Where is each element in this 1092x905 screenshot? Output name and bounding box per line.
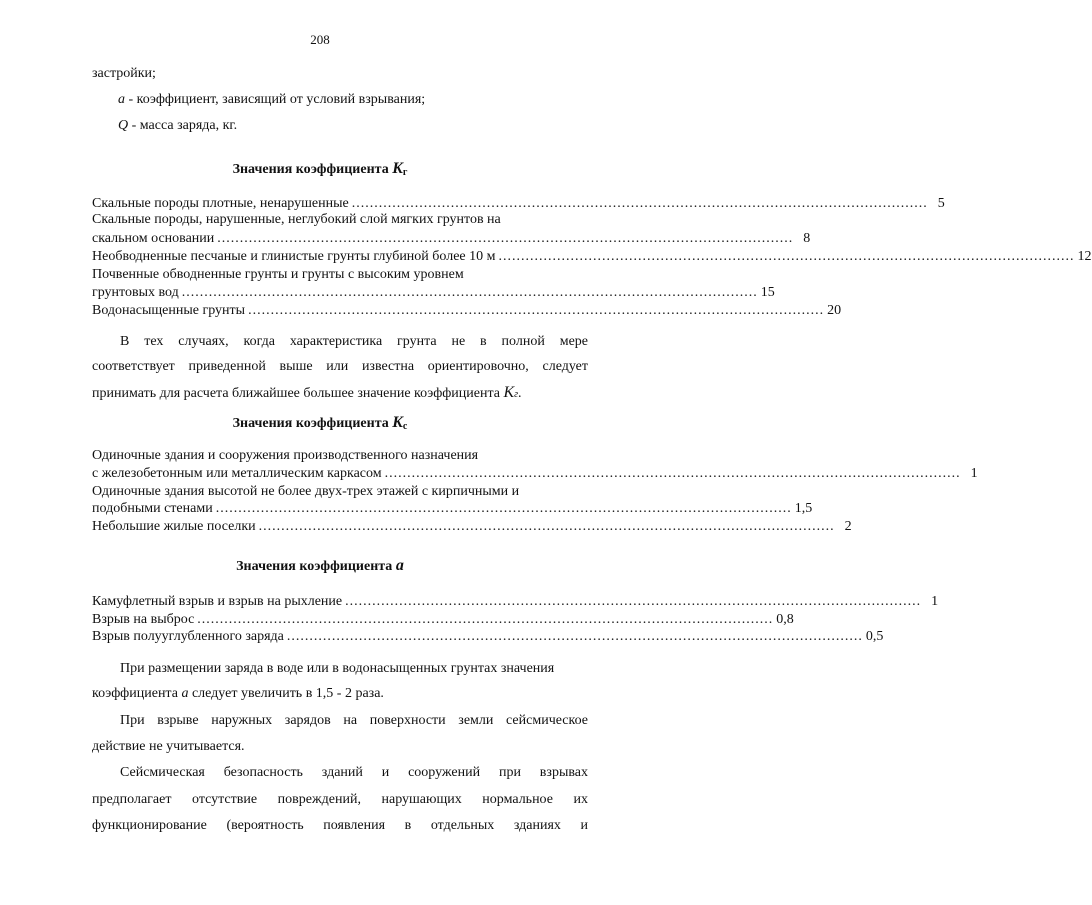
symbol-q: Q (118, 118, 129, 133)
table-row (92, 501, 813, 517)
heading-kc (0, 414, 640, 432)
heading-subscript: г (402, 167, 408, 178)
table-row (92, 629, 884, 645)
row-value: 15 (760, 285, 775, 300)
leader-dots: ................................................................................................................................ (258, 519, 835, 534)
paragraph-text: В тех случаях, когда характеристика грунта не в полной мере (120, 334, 588, 349)
heading-symbol: K (392, 160, 403, 177)
leader-dots: ................................................................................................................................ (248, 303, 825, 318)
paragraph-line (92, 686, 384, 702)
heading-a (0, 557, 640, 575)
row-value: 1 (970, 466, 978, 481)
leader-dots: ................................................................................................................................ (197, 612, 774, 627)
table-row: Почвенные обводненные грунты и грунты с высоким уровнем (92, 267, 464, 282)
paragraph-line (92, 334, 588, 350)
leader-dots: ................................................................................................................................ (498, 249, 1075, 264)
heading-kg (0, 160, 640, 178)
page-number: 208 (310, 32, 330, 47)
leader-dots: ................................................................................................................................ (351, 196, 928, 211)
table-row: Одиночные здания и сооружения производственного назначения (92, 448, 479, 463)
paragraph-line: предполагает отсутствие повреждений, нарушающих нормальное их (92, 792, 588, 807)
table-row (92, 594, 939, 610)
paragraph-text: . (518, 386, 522, 401)
leader-dots: ................................................................................................................................ (217, 231, 794, 246)
heading-text: Значения коэффициента (232, 162, 393, 177)
heading-text: Значения коэффициента (232, 416, 393, 431)
leader-dots: ................................................................................................................................ (215, 501, 792, 516)
row-value: 0,5 (865, 629, 884, 644)
table-row (92, 249, 1092, 265)
row-value: 5 (937, 196, 945, 211)
row-value: 0,8 (776, 612, 794, 627)
definition-a-text: - коэффициент, зависящий от условий взрывания; (125, 92, 426, 107)
paragraph-text: коэффициента (92, 686, 182, 701)
paragraph-line: Сейсмическая безопасность зданий и сооружений при взрывах (120, 765, 588, 780)
table-row (92, 466, 978, 482)
paragraph-line: При взрыве наружных зарядов на поверхности земли сейсмическое (120, 713, 588, 728)
table-row (92, 196, 945, 212)
leader-dots: ................................................................................................................................ (286, 629, 863, 644)
table-row (92, 519, 852, 535)
row-value: 1,5 (794, 501, 813, 516)
heading-text: Значения коэффициента (236, 559, 396, 574)
table-row (92, 231, 811, 247)
row-label: Взрыв полууглубленного заряда (92, 629, 284, 644)
row-value: 20 (827, 303, 842, 318)
paragraph-text: следует увеличить в 1,5 - 2 раза. (188, 686, 384, 701)
row-label: Камуфлетный взрыв и взрыв на рыхление (92, 594, 343, 609)
paragraph-line: соответствует приведенной выше или известна ориентировочно, следует (92, 359, 588, 374)
table-row: Скальные породы, нарушенные, неглубокий слой мягких грунтов на (92, 212, 501, 227)
table-row: Одиночные здания высотой не более двух-трех этажей с кирпичными и (92, 484, 520, 499)
symbol-a: a (118, 92, 125, 107)
symbol-subscript: г (514, 389, 519, 400)
leader-dots: ................................................................................................................................ (345, 594, 922, 609)
row-label: с железобетонным или металлическим каркасом (92, 466, 382, 481)
definition-a (118, 92, 425, 108)
paragraph-text: принимать для расчета ближайшее большее значение коэффициента (92, 386, 504, 401)
row-label: Взрыв на выброс (92, 612, 195, 627)
row-label: Водонасыщенные грунты (92, 303, 246, 318)
row-label: скальном основании (92, 231, 215, 246)
table-row (92, 285, 775, 301)
heading-symbol: K (392, 414, 403, 431)
row-value: 12 (1077, 249, 1092, 264)
symbol-a: a (181, 686, 189, 701)
leader-dots: ................................................................................................................................ (384, 466, 961, 481)
heading-subscript: с (402, 421, 408, 432)
intro-line: застройки; (92, 66, 156, 81)
row-value: 1 (931, 594, 939, 609)
symbol-k: K (503, 384, 515, 401)
row-label: Необводненные песчаные и глинистые грунты глубиной более 10 м (92, 249, 496, 264)
row-label: Небольшие жилые поселки (92, 519, 256, 534)
heading-symbol: a (395, 557, 404, 574)
leader-dots: ................................................................................................................................ (181, 285, 758, 300)
row-label: грунтовых вод (92, 285, 179, 300)
row-label: подобными стенами (92, 501, 213, 516)
row-value: 2 (844, 519, 852, 534)
definition-q-text: - масса заряда, кг. (128, 118, 238, 133)
row-value: 8 (803, 231, 811, 246)
table-row (92, 303, 842, 319)
paragraph-line (92, 384, 522, 402)
row-label: Скальные породы плотные, ненарушенные (92, 196, 349, 211)
paragraph-line: действие не учитывается. (92, 739, 245, 754)
table-row (92, 612, 794, 628)
paragraph-line: функционирование (вероятность появления в отдельных зданиях и (92, 818, 588, 833)
definition-q (118, 118, 237, 134)
paragraph-line: При размещении заряда в воде или в водонасыщенных грунтах значения (120, 661, 555, 676)
